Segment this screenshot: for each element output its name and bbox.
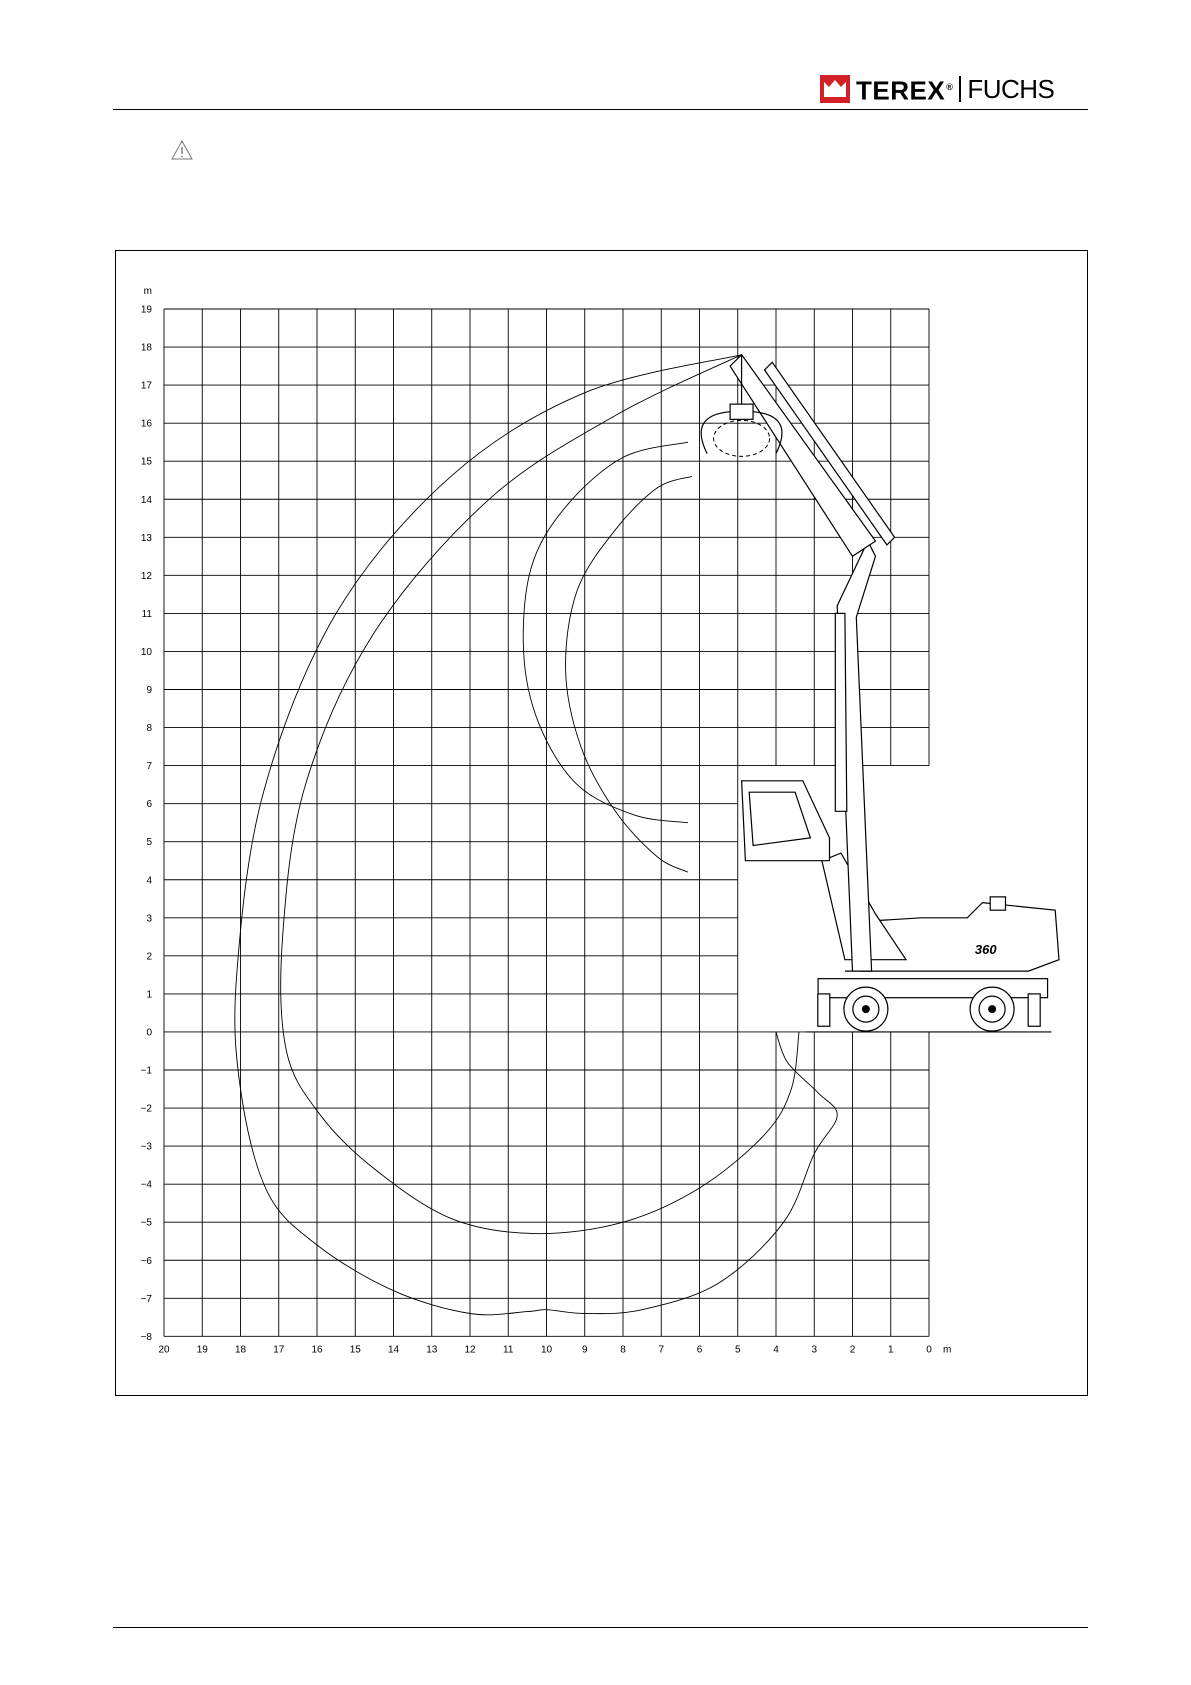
x-tick-label: 0	[926, 1344, 932, 1356]
x-tick-label: 10	[540, 1344, 553, 1356]
x-axis-unit: m	[943, 1344, 952, 1356]
y-tick-label: 14	[140, 494, 152, 506]
wheel-hub	[862, 1005, 870, 1013]
x-tick-label: 14	[387, 1344, 400, 1356]
grab-body	[730, 404, 753, 419]
y-tick-label: 6	[146, 799, 152, 811]
outrigger	[1028, 994, 1040, 1026]
y-tick-label: 9	[146, 685, 152, 696]
y-tick-label: 17	[140, 380, 152, 392]
y-tick-label: 12	[140, 570, 152, 582]
x-tick-label: 6	[696, 1344, 703, 1356]
x-tick-label: 1	[887, 1344, 894, 1356]
y-tick-label: 7	[146, 761, 152, 773]
x-tick-label: 12	[464, 1344, 476, 1356]
y-tick-label: 15	[140, 456, 152, 468]
x-tick-label: 11	[503, 1344, 514, 1356]
brand-fuchs: FUCHS	[967, 74, 1055, 104]
y-tick-label: 5	[146, 837, 152, 849]
x-tick-label: 17	[273, 1344, 285, 1356]
y-tick-label: 3	[146, 913, 152, 925]
y-tick-label: 2	[146, 951, 152, 963]
working-range-frame	[115, 250, 1088, 1396]
wheel-hub	[988, 1005, 996, 1013]
y-tick-label: 10	[140, 646, 152, 658]
y-tick-label: 16	[140, 418, 152, 430]
y-tick-label: 1	[146, 989, 152, 1001]
x-tick-label: 8	[620, 1344, 626, 1356]
footer-rule	[113, 1627, 1088, 1628]
x-tick-label: 2	[849, 1344, 856, 1356]
brand-logo	[820, 74, 1054, 104]
x-tick-label: 3	[811, 1344, 818, 1356]
y-tick-label: 19	[140, 304, 152, 316]
y-tick-label: −5	[140, 1217, 152, 1229]
engine-cover	[990, 897, 1005, 910]
x-tick-label: 20	[158, 1344, 170, 1356]
machine-model-label: 360	[974, 941, 997, 957]
y-tick-label: 11	[141, 608, 152, 620]
envelope-curve	[281, 355, 799, 1234]
x-tick-label: 13	[426, 1344, 438, 1356]
x-tick-label: 7	[658, 1344, 665, 1356]
x-tick-label: 18	[234, 1344, 247, 1356]
y-tick-label: −4	[140, 1179, 152, 1191]
y-tick-label: −2	[140, 1103, 152, 1115]
grab-open-outline	[714, 420, 770, 456]
x-tick-label: 15	[349, 1344, 361, 1356]
y-tick-label: −3	[140, 1141, 152, 1153]
boom-cylinder	[835, 613, 847, 811]
y-tick-label: −7	[140, 1293, 152, 1305]
x-tick-label: 19	[196, 1344, 208, 1356]
y-tick-label: −8	[140, 1331, 152, 1343]
terex-crown-logo-icon	[820, 75, 850, 103]
x-tick-label: 9	[581, 1344, 588, 1356]
warning-triangle-icon	[171, 140, 193, 160]
x-tick-label: 5	[734, 1344, 741, 1356]
material-handler-drawing	[701, 355, 1059, 1032]
y-tick-label: 13	[140, 532, 152, 544]
x-tick-label: 16	[311, 1344, 323, 1356]
y-tick-label: 4	[146, 875, 152, 887]
y-tick-label: −1	[140, 1065, 152, 1077]
grab-tine-left	[701, 412, 730, 454]
x-tick-label: 4	[773, 1344, 779, 1356]
y-tick-label: −6	[140, 1255, 152, 1267]
y-tick-label: 8	[146, 723, 152, 735]
brand-separator	[959, 76, 961, 102]
y-tick-label: 0	[146, 1027, 152, 1039]
working-range-diagram	[116, 251, 1087, 1395]
y-tick-label: 18	[140, 342, 152, 354]
brand-terex: TEREX®	[856, 75, 954, 106]
header-rule	[113, 109, 1088, 110]
y-axis-unit: m	[143, 286, 152, 297]
outrigger	[818, 994, 830, 1026]
